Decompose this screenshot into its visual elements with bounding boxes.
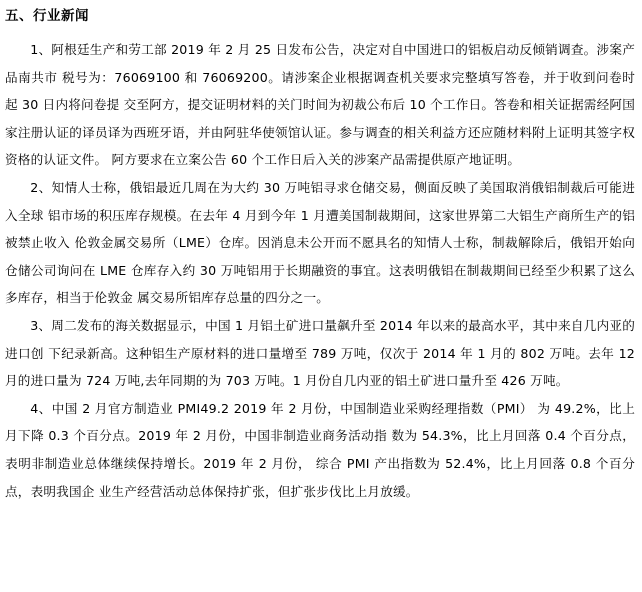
news-item-aluminum-antidumping: 1、阿根廷生产和劳工部 2019 年 2 月 25 日发布公告，决定对自中国进口的铝板启动反倾销调查。涉案产品南共市 税号为：76069100 和 76069200。请涉案企业根据调查机关要求完整填写答卷，并于收到问卷时起 30 日内将问卷提 交至阿方，提交证明材料的关门时间为初裁公布后 10 个工作日。答卷和相关证据需经阿国家注册认证的译员译为西班牙语，并由阿驻华使领馆认证。参与调查的相关利益方还应随材料附上证明其签字权资格的认证文件。 阿方要求在立案公告 60 个工作日后入关的涉案产品需提供原产地证明。: [5, 42, 635, 168]
news-item-pmi: 4、中国 2 月官方制造业 PMI49.2 2019 年 2 月份，中国制造业采购经理指数（PMI） 为 49.2%，比上月下降 0.3 个百分点。2019 年 2 月份，中国非制造业商务活动指 数为 54.3%，比上月回落 0.4 个百分点，表明非制造业总体继续保持增长。2019 年 2 月份， 综合 PMI 产出指数为 52.4%，比上月回落 0.8 个百分点，表明我国企 业生产经营活动总体保持扩张，但扩张步伐比上月放缓。: [5, 400, 635, 499]
section-title: 五、行业新闻: [5, 8, 89, 24]
news-item-bauxite-imports: 3、周二发布的海关数据显示，中国 1 月铝土矿进口量飙升至 2014 年以来的最高水平，其中来自几内亚的进口创 下纪录新高。这种铝生产原材料的进口量增至 789 万吨，仅次于 2014 年 1 月的 802 万吨。去年 12 月的进口量为 724 万吨,去年同期的为 703 万吨。1 月份自几内亚的铝土矿进口量升至 426 万吨。: [5, 317, 635, 389]
news-item-rusal-storage: 2、知情人士称，俄铝最近几周在为大约 30 万吨铝寻求仓储交易，侧面反映了美国取消俄铝制裁后可能进入全球 铝市场的积压库存规模。在去年 4 月到今年 1 月遭美国制裁期间，这家世界第二大铝生产商所生产的铝被禁止收入 伦敦金属交易所（LME）仓库。因消息未公开而不愿具名的知情人士称，制裁解除后，俄铝开始向仓储公司询问在 LME 仓库存入约 30 万吨铝用于长期融资的事宜。这表明俄铝在制裁期间已经至少积累了这么多库存，相当于伦敦金 属交易所铝库存总量的四分之一。: [5, 179, 635, 306]
